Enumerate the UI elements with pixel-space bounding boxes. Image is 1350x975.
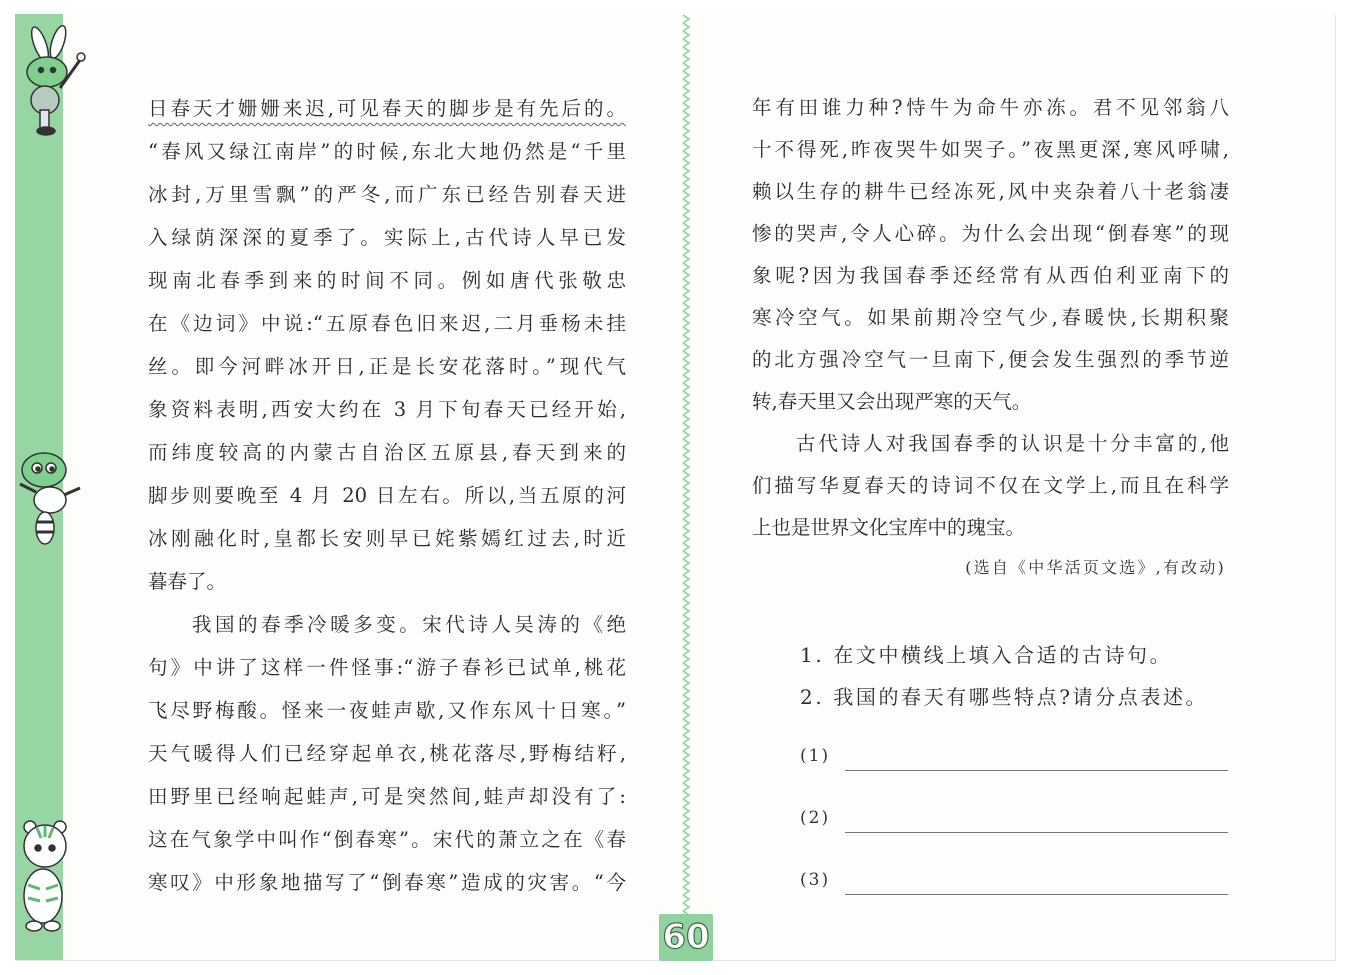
right-page-text <box>752 87 1229 549</box>
rabbit-head <box>27 57 67 87</box>
text-line: 寒冷空气。如果前期冷空气少,春暖快,长期积聚 <box>752 306 1229 329</box>
raccoon-illustration <box>20 453 80 544</box>
text-line: 们描写华夏春天的诗词不仅在文学上,而且在科学 <box>752 474 1229 497</box>
rabbit-eye <box>39 68 44 73</box>
answer-blank-line <box>845 894 1228 895</box>
text-line: 田野里已经响起蛙声,可是突然间,蛙声却没有了: <box>148 785 626 808</box>
text-line: 转,春天里又会出现严寒的天气。 <box>752 390 1032 413</box>
center-zigzag-divider <box>679 15 693 915</box>
margin-illustrations <box>0 0 100 975</box>
text-line: 句》中讲了这样一件怪事:“游子春衫已试单,桃花 <box>148 656 626 679</box>
raccoon-arm <box>64 488 80 495</box>
text-line: 寒叹》中形象地描写了“倒春寒”造成的灾害。“今 <box>148 871 626 894</box>
text-line: 上也是世界文化宝库中的瑰宝。 <box>752 516 1026 539</box>
text-line: 现南北春季到来的时间不同。例如唐代张敬忠 <box>148 269 626 292</box>
text-line: 而纬度较高的内蒙古自治区五原县,春天到来的 <box>148 441 626 464</box>
text-line: 天气暖得人们已经穿起单衣,桃花落尽,野梅结籽, <box>148 742 626 765</box>
text-line: 的北方强冷空气一旦南下,便会发生强烈的季节逆 <box>752 348 1229 371</box>
question-1: 1. 在文中横线上填入合适的古诗句。 <box>800 643 1173 667</box>
rabbit-shoe <box>37 127 55 135</box>
text-line: 丝。即今河畔冰开日,正是长安花落时。”现代气 <box>148 355 626 378</box>
text-line: 在《边词》中说:“五原春色旧来迟,二月垂杨未挂 <box>148 312 626 335</box>
rabbit-ear-right <box>47 24 69 60</box>
text-line: 赖以生存的耕牛已经冻死,风中夹杂着八十老翁凄 <box>752 180 1229 203</box>
text-line: 惨的哭声,令人心碎。为什么会出现“倒春寒”的现 <box>752 222 1229 245</box>
answer-row-2 <box>800 803 1228 833</box>
text-line: 冰刚融化时,皇都长安则早已姹紫嫣红过去,时近 <box>148 527 626 550</box>
text-line: 年有田谁力种?恃牛为命牛亦冻。君不见邻翁八 <box>752 96 1229 119</box>
tiger-paw <box>44 921 60 931</box>
question-2: 2. 我国的春天有哪些特点?请分点表述。 <box>800 685 1209 709</box>
text-line: 十不得死,昨夜哭牛如哭子。”夜黑更深,寒风呼啸, <box>752 138 1229 161</box>
raccoon-head <box>22 453 66 487</box>
question-list <box>800 634 1240 718</box>
tiger-eye <box>35 845 41 851</box>
answer-row-1 <box>800 741 1228 771</box>
text-line: 这在气象学中叫作“倒春寒”。宋代的萧立之在《春 <box>148 828 626 851</box>
rabbit-eye <box>51 68 56 73</box>
page-number: 60 <box>659 914 713 961</box>
rabbit-leg <box>40 110 49 128</box>
answer-label-2: (2) <box>800 808 831 828</box>
tiger-eye <box>49 845 55 851</box>
text-line: 象资料表明,西安大约在 3 月下旬春天已经开始, <box>148 398 626 421</box>
paragraph-start-line: 我国的春季冷暖多变。宋代诗人吴涛的《绝 <box>192 613 626 636</box>
rabbit-hand <box>77 53 85 61</box>
raccoon-pupil <box>50 467 54 471</box>
raccoon-pupil <box>36 467 40 471</box>
fill-in-blank-line: 日春天才姗姗来迟,可见春天的脚步是有先后的。 <box>148 97 626 120</box>
answer-label-1: (1) <box>800 746 831 766</box>
raccoon-body <box>34 487 66 513</box>
tiger-illustration <box>24 821 66 931</box>
tiger-paw <box>26 921 42 931</box>
text-line: 暮春了。 <box>148 570 227 593</box>
text-line: 飞尽野梅酸。怪来一夜蛙声歇,又作东风十日寒。” <box>148 699 626 722</box>
tiger-body <box>24 869 62 923</box>
text-line: “春风又绿江南岸”的时候,东北大地仍然是“千里 <box>148 140 626 163</box>
source-citation: (选自《中华活页文选》,有改动) <box>965 558 1226 577</box>
paragraph-start-line: 古代诗人对我国春季的认识是十分丰富的,他 <box>796 432 1229 455</box>
rabbit-illustration <box>27 24 85 135</box>
text-line: 冰封,万里雪飘”的严冬,而广东已经告别春天进 <box>148 183 626 206</box>
raccoon-tail <box>36 512 54 544</box>
answer-label-3: (3) <box>800 870 831 890</box>
answer-blank-line <box>845 832 1228 833</box>
answer-row-3 <box>800 865 1228 895</box>
text-line: 入绿荫深深的夏季了。实际上,古代诗人早已发 <box>148 226 626 249</box>
answer-blank-line <box>845 770 1228 771</box>
text-line: 脚步则要晚至 4 月 20 日左右。所以,当五原的河 <box>148 484 626 507</box>
text-line: 象呢?因为我国春季还经常有从西伯利亚南下的 <box>752 264 1229 287</box>
left-page-text <box>148 87 626 904</box>
zigzag-line <box>679 15 693 915</box>
